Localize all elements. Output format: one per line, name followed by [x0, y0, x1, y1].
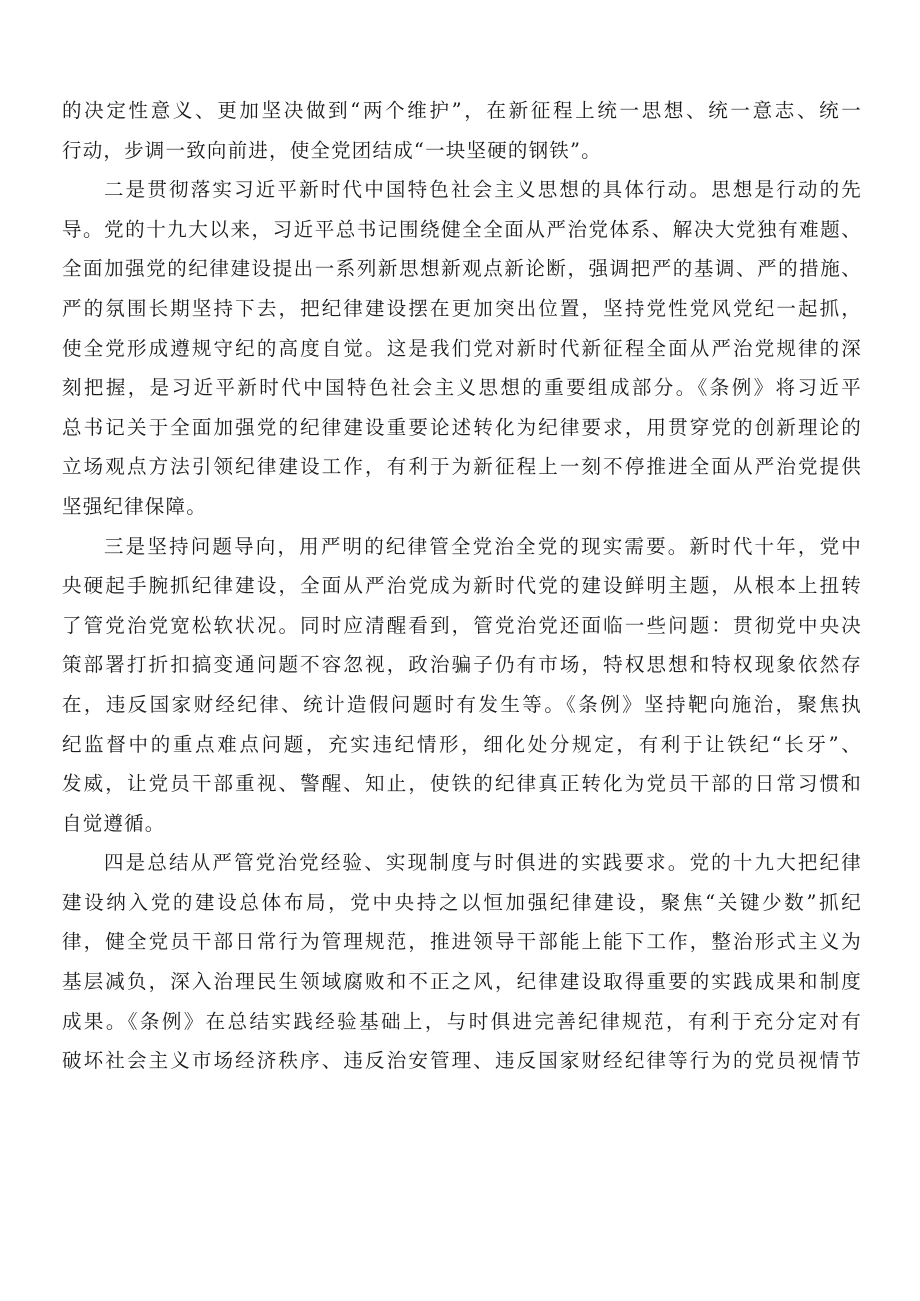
paragraph-1 — [62, 91, 862, 170]
text-line: 在，违反国家财经纪律、统计造假问题时有发生等。《条例》坚持靶向施治，聚焦执 — [62, 692, 862, 716]
text-line: 立场观点方法引领纪律建设工作，有利于为新征程上一刻不停推进全面从严治党提供 — [62, 455, 862, 479]
paragraph-3 — [62, 527, 862, 844]
text-line: 基层减负，深入治理民生领域腐败和不正之风，纪律建设取得重要的实践成果和制度 — [62, 970, 862, 994]
text-line: 三是坚持问题导向，用严明的纪律管全党治全党的现实需要。新时代十年，党中 — [104, 534, 862, 558]
text-line: 刻把握，是习近平新时代中国特色社会主义思想的重要组成部分。《条例》将习近平 — [62, 376, 862, 400]
text-line: 坚强纪律保障。 — [62, 494, 207, 518]
text-line: 全面加强党的纪律建设提出一系列新思想新观点新论断，强调把严的基调、严的措施、 — [62, 257, 862, 281]
text-line: 成果。《条例》在总结实践经验基础上，与时俱进完善纪律规范，有利于充分定对有 — [62, 1009, 862, 1033]
text-line: 严的氛围长期坚持下去，把纪律建设摆在更加突出位置，坚持党性党风党纪一起抓， — [62, 296, 862, 320]
text-line: 建设纳入党的建设总体布局，党中央持之以恒加强纪律建设，聚焦“关键少数”抓纪 — [62, 890, 862, 914]
text-line: 央硬起手腕抓纪律建设，全面从严治党成为新时代党的建设鲜明主题，从根本上扭转 — [62, 574, 862, 598]
text-line: 策部署打折扣搞变通问题不容忽视，政治骗子仍有市场，特权思想和特权现象依然存 — [62, 653, 862, 677]
text-line: 的决定性意义、更加坚决做到“两个维护”，在新征程上统一思想、统一意志、统一 — [62, 99, 862, 122]
text-line: 了管党治党宽松软状况。同时应清醒看到，管党治党还面临一些问题：贯彻党中央决 — [62, 613, 862, 637]
text-line: 发威，让党员干部重视、警醒、知止，使铁的纪律真正转化为党员干部的日常习惯和 — [62, 772, 862, 796]
text-line: 自觉遵循。 — [62, 811, 166, 835]
text-line: 行动，步调一致向前进，使全党团结成“一块坚硬的钢铁”。 — [62, 138, 602, 162]
paragraph-2 — [62, 170, 862, 526]
text-line: 破坏社会主义市场经济秩序、违反治安管理、违反国家财经纪律等行为的党员视情节 — [62, 1049, 862, 1073]
text-line: 四是总结从严管党治党经验、实现制度与时俱进的实践要求。党的十九大把纪律 — [104, 851, 862, 875]
text-line: 二是贯彻落实习近平新时代中国特色社会主义思想的具体行动。思想是行动的先 — [104, 178, 862, 202]
text-line: 律，健全党员干部日常行为管理规范，推进领导干部能上能下工作，整治形式主义为 — [62, 930, 862, 954]
text-line: 使全党形成遵规守纪的高度自觉。这是我们党对新时代新征程全面从严治党规律的深 — [62, 336, 862, 360]
text-line: 总书记关于全面加强党的纪律建设重要论述转化为纪律要求，用贯穿党的创新理论的 — [62, 415, 862, 439]
text-line: 导。党的十九大以来，习近平总书记围绕健全全面从严治党体系、解决大党独有难题、 — [62, 217, 862, 241]
document-body — [62, 91, 862, 1081]
text-line: 纪监督中的重点难点问题，充实违纪情形，细化处分规定，有利于让铁纪“长牙”、 — [62, 732, 862, 756]
paragraph-4 — [62, 843, 862, 1081]
